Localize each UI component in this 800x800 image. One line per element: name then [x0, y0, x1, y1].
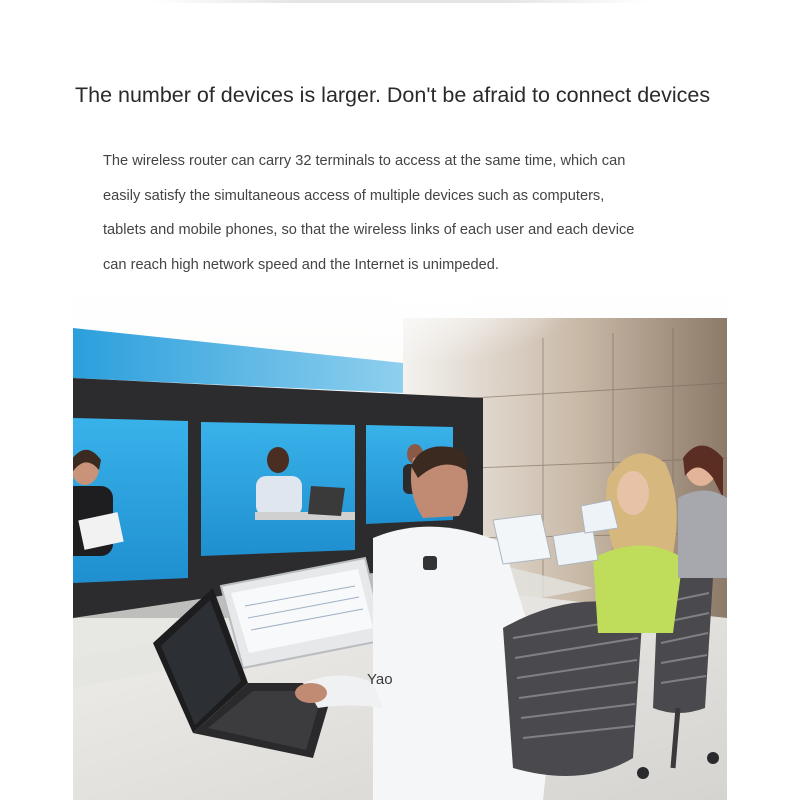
- phone: [423, 556, 437, 570]
- attendee-woman: [678, 446, 727, 579]
- description: [103, 146, 703, 284]
- description-line: The wireless router can carry 32 terminals to access at the same time, which can: [103, 153, 626, 169]
- top-divider: [150, 0, 650, 3]
- conference-room-photo: [73, 288, 727, 800]
- photo-watermark: Yao: [367, 671, 393, 688]
- description-line: easily satisfy the simultaneous access of multiple devices such as computers,: [103, 187, 605, 204]
- description-line: tablets and mobile phones, so that the wireless links of each user and each device: [103, 222, 635, 238]
- description-line: can reach high network speed and the Internet is unimpeded.: [103, 256, 499, 273]
- conference-room-illustration: [73, 288, 727, 800]
- headline: The number of devices is larger. Don't be afraid to connect devices: [75, 83, 711, 107]
